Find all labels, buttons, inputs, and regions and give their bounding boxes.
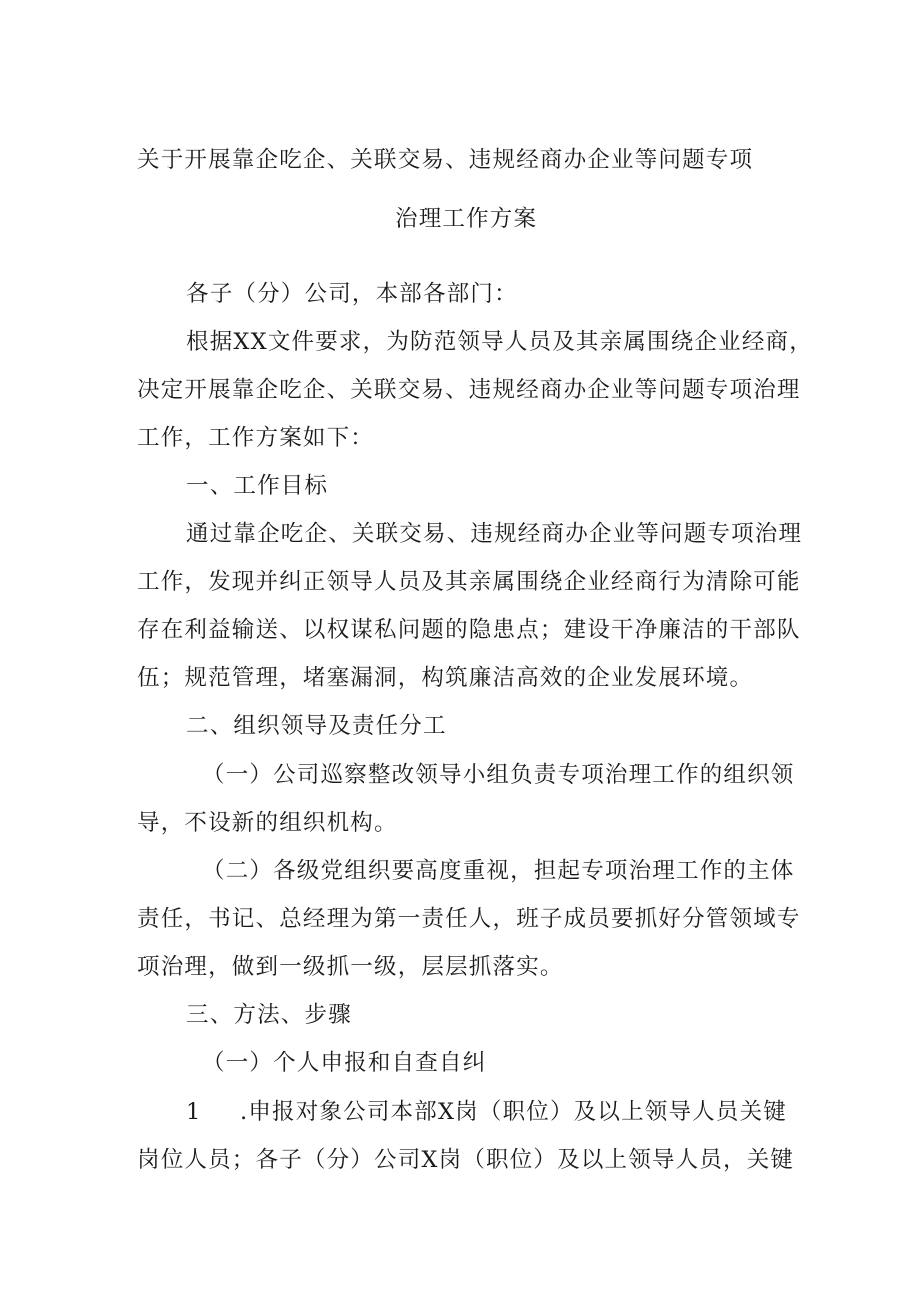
section-2-item-2-line-2: 责任，书记、总经理为第一责任人，班子成员要抓好分管领域专 bbox=[137, 906, 801, 932]
section-2-heading: 二、组织领导及责任分工 bbox=[186, 713, 447, 739]
section-2-item-2-line-3: 项治理，做到一级抓一级，层层抓落实。 bbox=[137, 954, 564, 980]
section-1-line-4: 伍；规范管理，堵塞漏洞，构筑廉洁高效的企业发展环境。 bbox=[137, 665, 754, 691]
section-1-heading: 一、工作目标 bbox=[186, 473, 329, 499]
section-3-item-1-line-1: .申报对象公司本部X岗（职位）及以上领导人员关键 bbox=[240, 1099, 787, 1125]
section-3-item-1-number: 1 bbox=[186, 1099, 202, 1125]
document-title-line-2: 治理工作方案 bbox=[395, 206, 538, 232]
section-3-item-1-line-2: 岗位人员；各子（分）公司X岗（职位）及以上领导人员，关键 bbox=[137, 1147, 795, 1173]
intro-line-1: 根据XX文件要求，为防范领导人员及其亲属围绕企业经商， bbox=[186, 329, 813, 355]
section-2-item-1-line-1: （一）公司巡察整改领导小组负责专项治理工作的组织领 bbox=[202, 762, 795, 788]
section-3-heading: 三、方法、步骤 bbox=[186, 1002, 352, 1028]
section-3-subheading-1: （一）个人申报和自查自纠 bbox=[202, 1050, 487, 1076]
salutation: 各子（分）公司，本部各部门： bbox=[186, 281, 518, 307]
section-2-item-1-line-2: 导，不设新的组织机构。 bbox=[137, 810, 398, 836]
section-1-line-2: 工作，发现并纠正领导人员及其亲属围绕企业经商行为清除可能 bbox=[137, 569, 801, 595]
section-2-item-2-line-1: （二）各级党组织要高度重视，担起专项治理工作的主体 bbox=[202, 858, 795, 884]
section-1-line-3: 存在利益输送、以权谋私问题的隐患点；建设干净廉洁的干部队 bbox=[137, 617, 801, 643]
section-1-line-1: 通过靠企吃企、关联交易、违规经商办企业等问题专项治理 bbox=[186, 521, 803, 547]
document-title-line-1: 关于开展靠企吃企、关联交易、违规经商办企业等问题专项 bbox=[137, 147, 754, 173]
intro-line-3: 工作，工作方案如下： bbox=[137, 425, 375, 451]
intro-line-2: 决定开展靠企吃企、关联交易、违规经商办企业等问题专项治理 bbox=[137, 377, 801, 403]
